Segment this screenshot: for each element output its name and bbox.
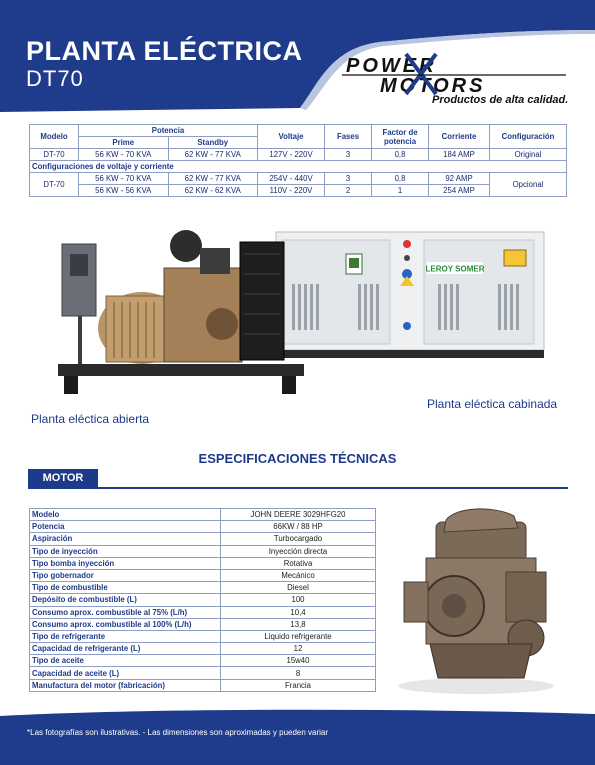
spec-row	[30, 630, 376, 642]
spec-row	[30, 667, 376, 679]
table-row	[30, 149, 567, 161]
spec-value: Diesel	[221, 582, 376, 594]
spec-value: 12	[221, 643, 376, 655]
spec-label: Tipo gobernador	[30, 569, 221, 581]
spec-row	[30, 569, 376, 581]
cell-config: Opcional	[490, 173, 567, 197]
spec-value: 10,4	[221, 606, 376, 618]
spec-row	[30, 655, 376, 667]
svg-text:MOTORS: MOTORS	[380, 75, 486, 96]
cell-prime: 56 KW - 70 KVA	[79, 149, 169, 161]
logo-graphic	[340, 52, 570, 96]
spec-value: 66KW / 88 HP	[221, 521, 376, 533]
spec-row	[30, 545, 376, 557]
col-fases: Fases	[325, 125, 372, 149]
spec-row	[30, 582, 376, 594]
spec-value: Rotativa	[221, 557, 376, 569]
cell-voltaje: 110V - 220V	[258, 185, 325, 197]
specs-heading: ESPECIFICACIONES TÉCNICAS	[198, 451, 397, 466]
cell-standby: 62 KW - 77 KVA	[168, 173, 258, 185]
spec-value: 8	[221, 667, 376, 679]
cell-corriente: 254 AMP	[429, 185, 490, 197]
cell-fases: 2	[325, 185, 372, 197]
motor-divider	[28, 487, 568, 489]
footer-note: *Las fotografías son ilustrativas. - Las dimensiones son aproximadas y pueden variar	[27, 728, 329, 737]
col-potencia: Potencia	[79, 125, 258, 137]
tagline: Productos de alta calidad.	[432, 94, 569, 106]
cell-corriente: 184 AMP	[429, 149, 490, 161]
spec-value: 100	[221, 594, 376, 606]
col-prime: Prime	[79, 137, 169, 149]
spec-label: Tipo de combustible	[30, 582, 221, 594]
cell-factor: 1	[372, 185, 429, 197]
spec-row	[30, 557, 376, 569]
spec-label: Capacidad de refrigerante (L)	[30, 643, 221, 655]
spec-label: Manufactura del motor (fabricación)	[30, 679, 221, 691]
spec-label: Tipo de inyección	[30, 545, 221, 557]
power-config-table	[29, 124, 567, 197]
spec-label: Tipo de aceite	[30, 655, 221, 667]
cell-modelo: DT-70	[30, 149, 79, 161]
table-subheading: Configuraciones de voltaje y corriente	[30, 161, 567, 173]
spec-value: 15w40	[221, 655, 376, 667]
spec-value: 13,8	[221, 618, 376, 630]
model-name: DT70	[26, 66, 84, 91]
open-generator-image	[50, 224, 308, 400]
spec-label: Modelo	[30, 509, 221, 521]
spec-label: Tipo de refrigerante	[30, 630, 221, 642]
spec-row	[30, 509, 376, 521]
spec-row	[30, 594, 376, 606]
table-row	[30, 185, 567, 197]
spec-label: Potencia	[30, 521, 221, 533]
col-voltaje: Voltaje	[258, 125, 325, 149]
cell-voltaje: 127V - 220V	[258, 149, 325, 161]
spec-row	[30, 679, 376, 691]
motor-tab: MOTOR	[28, 469, 98, 487]
spec-value: Mecánico	[221, 569, 376, 581]
cell-factor: 0,8	[372, 149, 429, 161]
cell-prime: 56 KW - 70 KVA	[79, 173, 169, 185]
spec-row	[30, 643, 376, 655]
svg-text:POWER: POWER	[346, 55, 437, 77]
col-factor: Factor de potencia	[372, 125, 429, 149]
engine-image	[386, 502, 564, 698]
spec-row	[30, 606, 376, 618]
cell-standby: 62 KW - 62 KVA	[168, 185, 258, 197]
spec-value: JOHN DEERE 3029HFG20	[221, 509, 376, 521]
col-config: Configuración	[490, 125, 567, 149]
spec-label: Consumo aprox. combustible al 75% (L/h)	[30, 606, 221, 618]
spec-label: Depósito de combustible (L)	[30, 594, 221, 606]
cell-factor: 0,8	[372, 173, 429, 185]
col-modelo: Modelo	[30, 125, 79, 149]
spec-label: Tipo bomba inyección	[30, 557, 221, 569]
cell-standby: 62 KW - 77 KVA	[168, 149, 258, 161]
cell-fases: 3	[325, 173, 372, 185]
col-corriente: Corriente	[429, 125, 490, 149]
spec-value: Turbocargado	[221, 533, 376, 545]
spec-row	[30, 533, 376, 545]
motor-spec-table	[29, 508, 376, 692]
table-row	[30, 173, 567, 185]
cell-corriente: 92 AMP	[429, 173, 490, 185]
cell-modelo: DT-70	[30, 173, 79, 197]
spec-row	[30, 618, 376, 630]
page-title: PLANTA ELÉCTRICA	[26, 36, 303, 66]
spec-value: Liquido refrigerante	[221, 630, 376, 642]
cell-fases: 3	[325, 149, 372, 161]
cabin-plant-caption: Planta eléctica cabinada	[427, 397, 558, 411]
cell-config: Original	[490, 149, 567, 161]
cell-prime: 56 KW - 56 KVA	[79, 185, 169, 197]
spec-value: Inyección directa	[221, 545, 376, 557]
cabin-brand-label: LEROY SOMER	[425, 264, 485, 274]
spec-row	[30, 521, 376, 533]
spec-value: Francia	[221, 679, 376, 691]
col-standby: Standby	[168, 137, 258, 149]
cabin-generator-image	[272, 222, 550, 362]
spec-label: Aspiración	[30, 533, 221, 545]
cell-voltaje: 254V - 440V	[258, 173, 325, 185]
open-plant-caption: Planta eléctica abierta	[31, 412, 150, 426]
spec-label: Capacidad de aceite (L)	[30, 667, 221, 679]
spec-label: Consumo aprox. combustible al 100% (L/h)	[30, 618, 221, 630]
